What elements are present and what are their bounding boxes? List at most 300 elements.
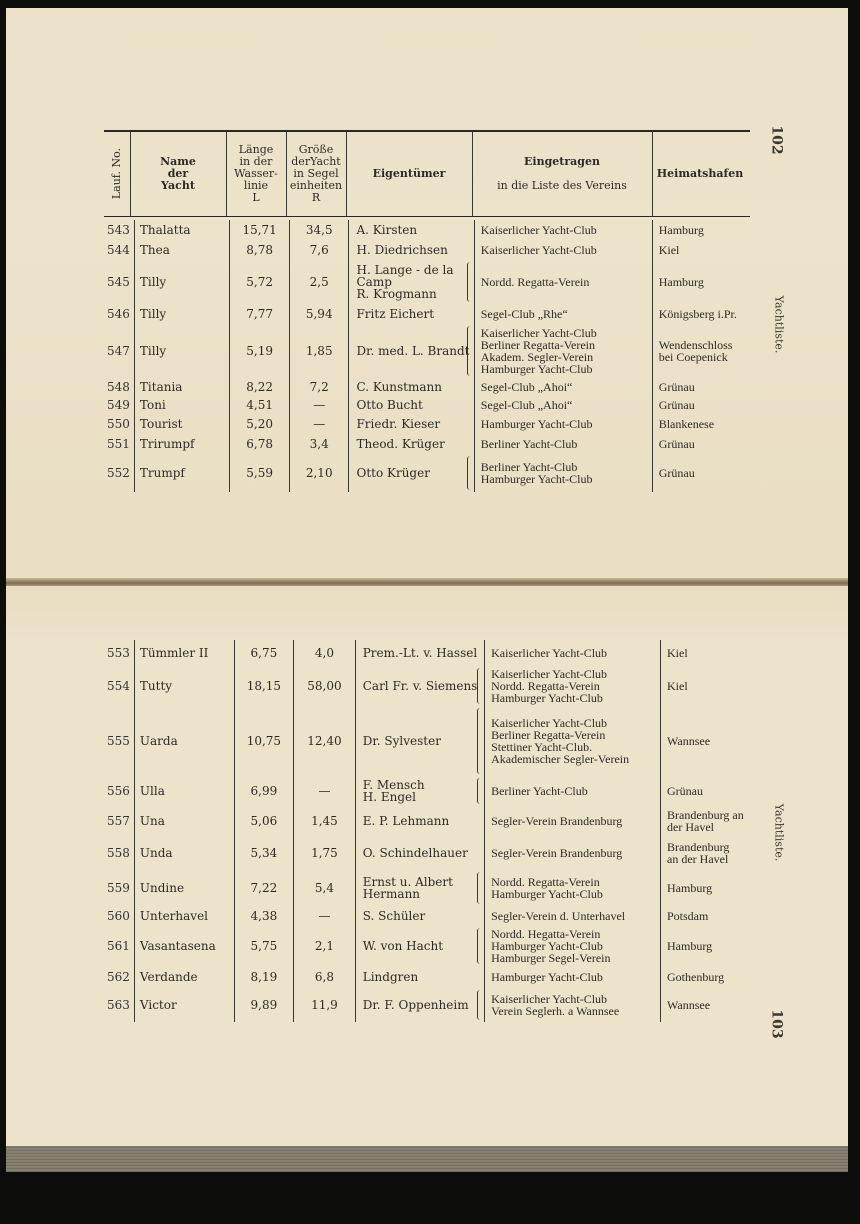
brace-mark bbox=[477, 778, 481, 804]
lauf-no-cell bbox=[104, 324, 134, 378]
club-cell-text: Kaiserlicher Yacht-Club Verein Seglerh. a Wannsee bbox=[491, 992, 620, 1018]
club-cell bbox=[474, 304, 652, 324]
laenge-cell bbox=[234, 776, 294, 806]
brace-mark bbox=[477, 990, 481, 1020]
laenge-cell-text: 7,22 bbox=[250, 881, 278, 895]
laenge-cell bbox=[234, 926, 294, 966]
lauf-no-cell bbox=[104, 906, 134, 926]
yacht-name-cell-text: Toni bbox=[139, 398, 166, 412]
owner-cell-text: Otto Krüger bbox=[356, 466, 430, 480]
yacht-name-cell-text: Trirumpf bbox=[139, 437, 195, 451]
lauf-no-cell bbox=[104, 396, 134, 414]
yacht-name-cell-text: Ulla bbox=[139, 784, 165, 798]
club-cell-text: Kaiserlicher Yacht-Club bbox=[480, 243, 597, 257]
lauf-no-cell-text: 562 bbox=[107, 970, 130, 984]
brace-mark bbox=[477, 708, 481, 774]
club-cell-text: Berliner Yacht-Club bbox=[480, 437, 578, 451]
page-edges bbox=[6, 1146, 850, 1172]
owner-cell bbox=[349, 304, 474, 324]
brace-mark bbox=[477, 872, 481, 904]
port-cell-text: Grünau bbox=[658, 398, 695, 412]
header-eingetragen-sub: in die Liste des Vereins bbox=[497, 179, 627, 192]
yacht-name-cell-text: Una bbox=[139, 814, 165, 828]
groesse-cell-text: 1,75 bbox=[311, 846, 338, 860]
laenge-cell-text: 15,71 bbox=[242, 223, 277, 237]
table-header bbox=[104, 130, 750, 217]
yacht-name-cell-text: Thalatta bbox=[139, 223, 191, 237]
laenge-cell bbox=[234, 870, 294, 906]
running-title-bottom: Yachtliste. bbox=[772, 803, 786, 862]
lauf-no-cell bbox=[104, 240, 134, 260]
yacht-table-top bbox=[104, 220, 750, 492]
header-eigentuemer: Eigentümer bbox=[346, 132, 473, 216]
port-cell-text: Kiel bbox=[667, 679, 688, 693]
table-row bbox=[104, 396, 750, 414]
lauf-no-cell-text: 558 bbox=[107, 846, 130, 860]
port-cell bbox=[661, 806, 759, 836]
groesse-cell-text: 1,85 bbox=[305, 344, 333, 358]
laenge-cell bbox=[230, 324, 290, 378]
laenge-cell-text: 5,75 bbox=[250, 939, 278, 953]
laenge-cell bbox=[234, 666, 294, 706]
lauf-no-cell-text: 544 bbox=[107, 243, 130, 257]
groesse-cell-text: 1,45 bbox=[311, 814, 338, 828]
port-cell bbox=[652, 220, 750, 240]
owner-cell-text: Fritz Eichert bbox=[356, 307, 435, 321]
owner-cell bbox=[355, 870, 484, 906]
laenge-cell bbox=[230, 240, 290, 260]
port-cell-text: Blankenese bbox=[658, 417, 715, 431]
yacht-name-cell-text: Unterhavel bbox=[139, 909, 209, 923]
owner-cell-text: F. Mensch H. Engel bbox=[362, 778, 425, 804]
table-row bbox=[104, 870, 758, 906]
port-cell-text: Königsberg i.Pr. bbox=[658, 307, 737, 321]
table-row bbox=[104, 260, 750, 304]
lauf-no-cell bbox=[104, 304, 134, 324]
club-cell bbox=[485, 906, 661, 926]
lauf-no-cell bbox=[104, 434, 134, 454]
yacht-name-cell-text: Thea bbox=[139, 243, 170, 257]
groesse-cell-text: 58,00 bbox=[307, 679, 342, 693]
owner-cell bbox=[355, 836, 484, 870]
owner-cell-text: O. Schindelhauer bbox=[362, 846, 468, 860]
owner-cell bbox=[355, 706, 484, 776]
port-cell-text: Grünau bbox=[658, 437, 695, 451]
lauf-no-cell-text: 546 bbox=[107, 307, 130, 321]
table-row bbox=[104, 776, 758, 806]
groesse-cell-text: 6,8 bbox=[314, 970, 334, 984]
yacht-name-cell bbox=[134, 776, 234, 806]
owner-cell bbox=[349, 240, 474, 260]
table-row bbox=[104, 220, 750, 240]
yacht-name-cell-text: Tourist bbox=[139, 417, 183, 431]
lauf-no-cell bbox=[104, 414, 134, 434]
club-cell-text: Segler-Verein d. Unterhavel bbox=[491, 909, 626, 923]
club-cell-text: Hamburger Yacht-Club bbox=[491, 970, 603, 984]
owner-cell bbox=[355, 966, 484, 988]
groesse-cell bbox=[294, 906, 356, 926]
yacht-name-cell-text: Undine bbox=[139, 881, 185, 895]
lauf-no-cell bbox=[104, 666, 134, 706]
owner-cell-text: H. Lange - de la Camp R. Krogmann bbox=[356, 263, 454, 301]
yacht-name-cell-text: Uarda bbox=[139, 734, 178, 748]
laenge-cell-text: 8,22 bbox=[246, 380, 273, 394]
port-cell bbox=[652, 434, 750, 454]
laenge-cell-text: 7,77 bbox=[246, 307, 273, 321]
lauf-no-cell bbox=[104, 836, 134, 870]
owner-cell-text: S. Schüler bbox=[362, 909, 426, 923]
lauf-no-cell-text: 554 bbox=[107, 679, 130, 693]
club-cell-text: Segel-Club „Ahoi“ bbox=[480, 380, 573, 394]
club-cell bbox=[474, 260, 652, 304]
groesse-cell-text: 2,10 bbox=[305, 466, 333, 480]
groesse-cell bbox=[294, 806, 356, 836]
port-cell-text: Grünau bbox=[667, 784, 703, 798]
club-cell bbox=[485, 776, 661, 806]
yacht-name-cell bbox=[134, 240, 229, 260]
club-cell bbox=[485, 988, 661, 1022]
laenge-cell-text: 5,19 bbox=[246, 344, 273, 358]
header-eingetragen: Eingetragen bbox=[524, 155, 600, 168]
port-cell bbox=[652, 454, 750, 492]
owner-cell bbox=[349, 378, 474, 396]
laenge-cell bbox=[234, 966, 294, 988]
owner-cell-text: Lindgren bbox=[362, 970, 419, 984]
table-row bbox=[104, 666, 758, 706]
laenge-cell-text: 6,78 bbox=[246, 437, 273, 451]
lauf-no-cell-text: 551 bbox=[107, 437, 130, 451]
club-cell-text: Segel-Club „Ahoi“ bbox=[480, 398, 573, 412]
club-cell bbox=[485, 966, 661, 988]
groesse-cell bbox=[294, 706, 356, 776]
laenge-cell-text: 6,99 bbox=[250, 784, 278, 798]
yacht-name-cell-text: Trumpf bbox=[139, 466, 185, 480]
owner-cell bbox=[355, 988, 484, 1022]
yacht-name-cell-text: Victor bbox=[139, 998, 177, 1012]
club-cell-text: Berliner Yacht-Club Hamburger Yacht-Club bbox=[480, 460, 593, 486]
page-number-top: 102 bbox=[768, 125, 785, 155]
table-row bbox=[104, 414, 750, 434]
lauf-no-cell-text: 549 bbox=[107, 398, 130, 412]
lauf-no-cell-text: 545 bbox=[107, 275, 130, 289]
lauf-no-cell bbox=[104, 706, 134, 776]
port-cell bbox=[661, 926, 759, 966]
table-row bbox=[104, 324, 750, 378]
yacht-name-cell bbox=[134, 806, 234, 836]
yacht-name-cell bbox=[134, 396, 229, 414]
lauf-no-cell-text: 550 bbox=[107, 417, 130, 431]
port-cell-text: Hamburg bbox=[667, 939, 713, 953]
port-cell-text: Grünau bbox=[658, 380, 695, 394]
club-cell bbox=[485, 926, 661, 966]
owner-cell bbox=[349, 454, 474, 492]
port-cell bbox=[652, 414, 750, 434]
laenge-cell bbox=[230, 220, 290, 240]
owner-cell-text: Ernst u. Albert Hermann bbox=[362, 875, 453, 901]
port-cell-text: Hamburg bbox=[658, 223, 704, 237]
port-cell-text: Brandenburg an der Havel bbox=[667, 808, 744, 834]
owner-cell-text: Dr. Sylvester bbox=[362, 734, 441, 748]
port-cell bbox=[652, 304, 750, 324]
groesse-cell bbox=[289, 240, 349, 260]
yacht-name-cell bbox=[134, 870, 234, 906]
lauf-no-cell-text: 543 bbox=[107, 223, 130, 237]
yacht-name-cell-text: Vasantasena bbox=[139, 939, 216, 953]
yacht-name-cell-text: Tilly bbox=[139, 344, 167, 358]
groesse-cell-text: — bbox=[313, 398, 326, 412]
groesse-cell bbox=[294, 666, 356, 706]
lauf-no-cell-text: 555 bbox=[107, 734, 130, 748]
groesse-cell-text: — bbox=[313, 417, 326, 431]
groesse-cell bbox=[294, 776, 356, 806]
owner-cell bbox=[355, 640, 484, 666]
club-cell bbox=[474, 324, 652, 378]
yacht-name-cell bbox=[134, 220, 229, 240]
lauf-no-cell bbox=[104, 378, 134, 396]
club-cell-text: Nordd. Regatta-Verein bbox=[480, 275, 590, 289]
groesse-cell bbox=[294, 926, 356, 966]
laenge-cell bbox=[234, 640, 294, 666]
club-cell-text: Kaiserlicher Yacht-Club bbox=[480, 223, 597, 237]
owner-cell-text: C. Kunstmann bbox=[356, 380, 442, 394]
club-cell-text: Nordd. Regatta-Verein Hamburger Yacht-Club bbox=[491, 875, 603, 901]
lauf-no-cell bbox=[104, 454, 134, 492]
owner-cell-text: Carl Fr. v. Siemens bbox=[362, 679, 478, 693]
laenge-cell bbox=[230, 260, 290, 304]
lauf-no-cell bbox=[104, 220, 134, 240]
groesse-cell bbox=[294, 966, 356, 988]
spine-shadow bbox=[848, 0, 860, 1224]
club-cell-text: Kaiserlicher Yacht-Club Berliner Regatta-Verein Stettiner Yacht-Club. Akademischer Segler-Verein bbox=[491, 716, 630, 766]
owner-cell bbox=[349, 414, 474, 434]
club-cell-text: Kaiserlicher Yacht-Club bbox=[491, 646, 608, 660]
yacht-name-cell bbox=[134, 260, 229, 304]
owner-cell bbox=[349, 434, 474, 454]
yacht-name-cell bbox=[134, 706, 234, 776]
groesse-cell-text: — bbox=[318, 909, 331, 923]
table-row bbox=[104, 304, 750, 324]
table-row bbox=[104, 966, 758, 988]
table-row bbox=[104, 706, 758, 776]
yacht-name-cell bbox=[134, 640, 234, 666]
port-cell-text: Hamburg bbox=[658, 275, 704, 289]
club-cell bbox=[485, 836, 661, 870]
lauf-no-cell bbox=[104, 806, 134, 836]
lauf-no-cell-text: 559 bbox=[107, 881, 130, 895]
owner-cell-text: E. P. Lehmann bbox=[362, 814, 450, 828]
owner-cell bbox=[349, 324, 474, 378]
owner-cell bbox=[355, 806, 484, 836]
yacht-name-cell bbox=[134, 378, 229, 396]
club-cell bbox=[485, 666, 661, 706]
laenge-cell-text: 8,19 bbox=[250, 970, 278, 984]
port-cell bbox=[652, 260, 750, 304]
yacht-name-cell bbox=[134, 434, 229, 454]
lauf-no-cell-text: 552 bbox=[107, 466, 130, 480]
table-row bbox=[104, 806, 758, 836]
club-cell bbox=[474, 434, 652, 454]
laenge-cell-text: 5,20 bbox=[246, 417, 273, 431]
table-row bbox=[104, 988, 758, 1022]
table-row bbox=[104, 240, 750, 260]
header-heimatshafen: Heimatshafen bbox=[656, 167, 744, 180]
laenge-cell-text: 4,38 bbox=[250, 909, 278, 923]
header-laenge: Länge in der Wasser- linie L bbox=[226, 132, 287, 216]
yacht-name-cell-text: Verdande bbox=[139, 970, 198, 984]
club-cell bbox=[485, 640, 661, 666]
groesse-cell bbox=[289, 324, 349, 378]
owner-cell-text: Otto Bucht bbox=[356, 398, 423, 412]
groesse-cell bbox=[289, 396, 349, 414]
laenge-cell-text: 18,15 bbox=[246, 679, 282, 693]
club-cell bbox=[474, 378, 652, 396]
club-cell-text: Hamburger Yacht-Club bbox=[480, 417, 593, 431]
owner-cell-text: Theod. Krüger bbox=[356, 437, 445, 451]
club-cell bbox=[474, 396, 652, 414]
groesse-cell-text: 12,40 bbox=[307, 734, 342, 748]
laenge-cell bbox=[230, 434, 290, 454]
yacht-name-cell bbox=[134, 324, 229, 378]
owner-cell-text: H. Diedrichsen bbox=[356, 243, 448, 257]
groesse-cell bbox=[289, 454, 349, 492]
port-cell-text: Wannsee bbox=[667, 734, 711, 748]
port-cell bbox=[652, 378, 750, 396]
yacht-name-cell bbox=[134, 926, 234, 966]
lauf-no-cell bbox=[104, 966, 134, 988]
lauf-no-cell bbox=[104, 926, 134, 966]
yacht-name-cell bbox=[134, 666, 234, 706]
owner-cell-text: Dr. F. Oppenheim bbox=[362, 998, 469, 1012]
club-cell-text: Nordd. Hegatta-Verein Hamburger Yacht-Club Hamburger Segel-Verein bbox=[491, 927, 611, 965]
club-cell bbox=[474, 240, 652, 260]
port-cell bbox=[661, 776, 759, 806]
yacht-name-cell-text: Tümmler II bbox=[139, 646, 209, 660]
club-cell-text: Segler-Verein Brandenburg bbox=[491, 846, 623, 860]
owner-cell bbox=[355, 666, 484, 706]
laenge-cell bbox=[230, 396, 290, 414]
port-cell bbox=[661, 966, 759, 988]
laenge-cell bbox=[234, 706, 294, 776]
laenge-cell-text: 5,72 bbox=[246, 275, 273, 289]
laenge-cell bbox=[230, 378, 290, 396]
lauf-no-cell-text: 557 bbox=[107, 814, 130, 828]
groesse-cell bbox=[289, 260, 349, 304]
table-row bbox=[104, 836, 758, 870]
laenge-cell-text: 5,59 bbox=[246, 466, 273, 480]
yacht-name-cell bbox=[134, 304, 229, 324]
laenge-cell bbox=[234, 988, 294, 1022]
owner-cell bbox=[355, 926, 484, 966]
lauf-no-cell-text: 553 bbox=[107, 646, 130, 660]
port-cell-text: Wendenschloss bei Coepenick bbox=[658, 338, 733, 364]
lauf-no-cell-text: 563 bbox=[107, 998, 130, 1012]
page-number-bottom: 103 bbox=[768, 1009, 785, 1039]
port-cell bbox=[661, 836, 759, 870]
port-cell bbox=[661, 870, 759, 906]
club-cell bbox=[474, 220, 652, 240]
port-cell bbox=[652, 396, 750, 414]
header-name: Name der Yacht bbox=[130, 132, 227, 216]
lauf-no-cell bbox=[104, 776, 134, 806]
lauf-no-cell bbox=[104, 988, 134, 1022]
port-cell-text: Kiel bbox=[658, 243, 680, 257]
owner-cell-text: W. von Hacht bbox=[362, 939, 444, 953]
groesse-cell-text: 2,5 bbox=[309, 275, 329, 289]
owner-cell bbox=[349, 260, 474, 304]
owner-cell bbox=[349, 220, 474, 240]
rows-top bbox=[104, 220, 750, 492]
port-cell bbox=[661, 988, 759, 1022]
brace-mark bbox=[467, 262, 471, 302]
port-cell-text: Hamburg bbox=[667, 881, 713, 895]
brace-mark bbox=[467, 326, 471, 376]
club-cell-text: Kaiserlicher Yacht-Club Nordd. Regatta-Verein Hamburger Yacht-Club bbox=[491, 667, 608, 705]
brace-mark bbox=[477, 668, 481, 704]
port-cell-text: Potsdam bbox=[667, 909, 709, 923]
club-cell bbox=[485, 806, 661, 836]
yacht-name-cell bbox=[134, 906, 234, 926]
groesse-cell-text: 4,0 bbox=[314, 646, 334, 660]
laenge-cell bbox=[234, 806, 294, 836]
brace-mark bbox=[477, 928, 481, 964]
groesse-cell bbox=[294, 836, 356, 870]
groesse-cell bbox=[294, 870, 356, 906]
port-cell bbox=[661, 640, 759, 666]
club-cell bbox=[474, 454, 652, 492]
brace-mark bbox=[467, 456, 471, 490]
lauf-no-cell-text: 560 bbox=[107, 909, 130, 923]
lauf-no-cell bbox=[104, 260, 134, 304]
yacht-name-cell-text: Unda bbox=[139, 846, 173, 860]
laenge-cell bbox=[234, 906, 294, 926]
laenge-cell bbox=[230, 414, 290, 434]
groesse-cell-text: 34,5 bbox=[305, 223, 333, 237]
lauf-no-cell-text: 547 bbox=[107, 344, 130, 358]
table-row bbox=[104, 434, 750, 454]
groesse-cell-text: — bbox=[318, 784, 331, 798]
rows-bottom bbox=[104, 640, 758, 1022]
owner-cell bbox=[355, 906, 484, 926]
club-cell-text: Segler-Verein Brandenburg bbox=[491, 814, 623, 828]
groesse-cell bbox=[289, 378, 349, 396]
owner-cell bbox=[349, 396, 474, 414]
laenge-cell bbox=[230, 454, 290, 492]
yacht-table-bottom bbox=[104, 640, 758, 1022]
port-cell bbox=[661, 666, 759, 706]
yacht-name-cell-text: Titania bbox=[139, 380, 183, 394]
table-row bbox=[104, 640, 758, 666]
groesse-cell-text: 2,1 bbox=[314, 939, 334, 953]
owner-cell-text: Dr. med. L. Brandt bbox=[356, 344, 470, 358]
port-cell bbox=[652, 324, 750, 378]
owner-cell-text: A. Kirsten bbox=[356, 223, 418, 237]
port-cell bbox=[652, 240, 750, 260]
owner-cell-text: Prem.-Lt. v. Hassel bbox=[362, 646, 478, 660]
lauf-no-cell bbox=[104, 870, 134, 906]
port-cell-text: Grünau bbox=[658, 466, 695, 480]
lauf-no-cell-text: 556 bbox=[107, 784, 130, 798]
port-cell-text: Gothenburg bbox=[667, 970, 725, 984]
club-cell bbox=[485, 706, 661, 776]
groesse-cell bbox=[289, 304, 349, 324]
groesse-cell bbox=[294, 640, 356, 666]
groesse-cell-text: 11,9 bbox=[311, 998, 338, 1012]
lauf-no-cell bbox=[104, 640, 134, 666]
table-row bbox=[104, 906, 758, 926]
port-cell bbox=[661, 906, 759, 926]
table-row bbox=[104, 926, 758, 966]
yacht-name-cell bbox=[134, 966, 234, 988]
